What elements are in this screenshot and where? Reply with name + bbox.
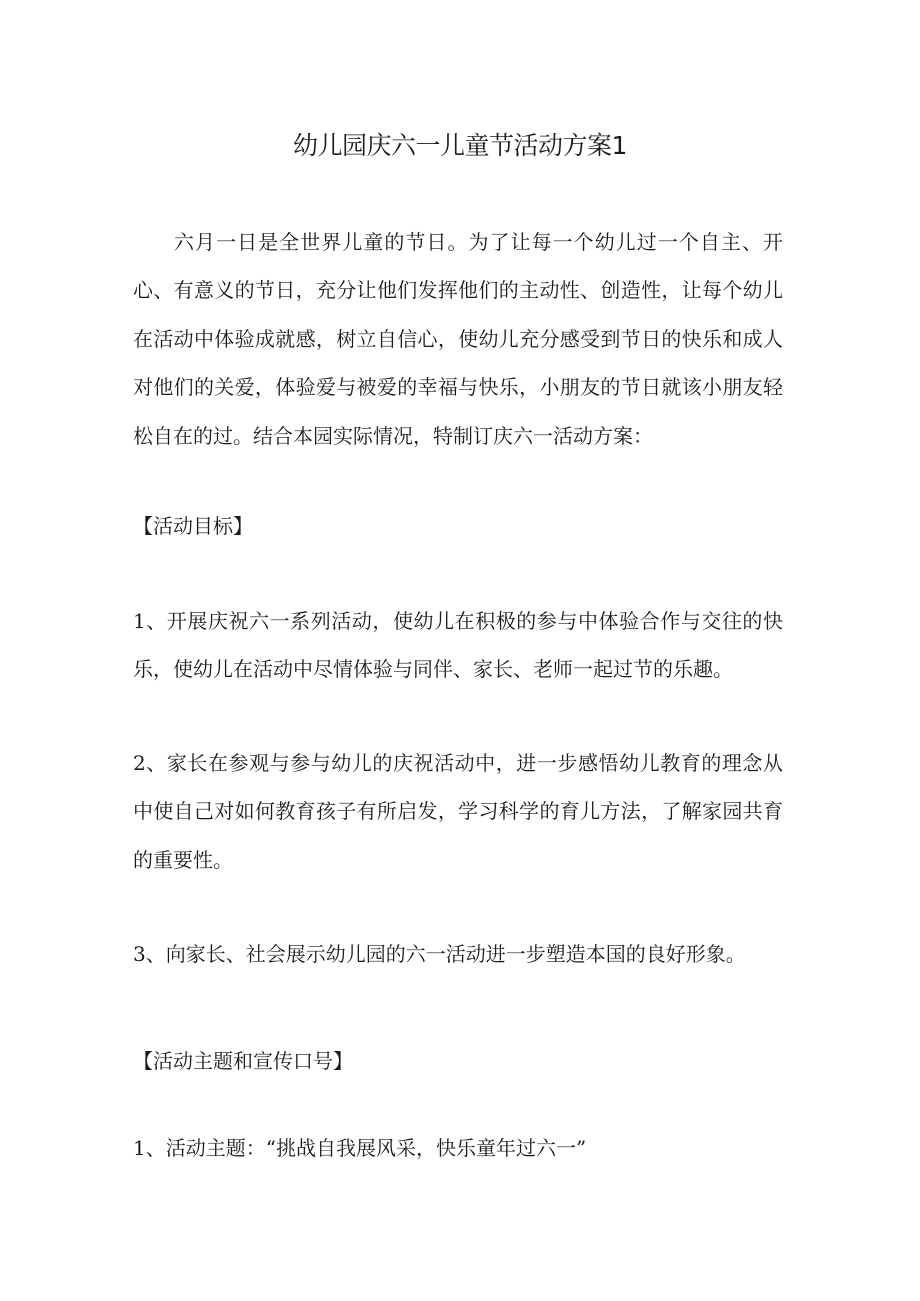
goal-item: 2、家长在参观与参与幼儿的庆祝活动中，进一步感悟幼儿教育的理念从中使自己对如何教育孩子有所启发，学习科学的育儿方法，了解家园共育的重要性。 <box>133 751 783 872</box>
goal-item: 3、向家长、社会展示幼儿园的六一活动进一步塑造本国的良好形象。 <box>133 942 746 966</box>
theme-heading: 【活动主题和宣传口号】 <box>133 1049 353 1073</box>
goal-item: 1、开展庆祝六一系列活动，使幼儿在积极的参与中体验合作与交往的快乐，使幼儿在活动中尽情体验与同伴、家长、老师一起过节的乐趣。 <box>133 609 783 682</box>
intro-paragraph: 六月一日是全世界儿童的节日。为了让每一个幼儿过一个自主、开心、有意义的节日，充分让他们发挥他们的主动性、创造性，让每个幼儿在活动中体验成就感，树立自信心，使幼儿充分感受到节日的快乐和成人对他们的关爱，体验爱与被爱的幸福与快乐，小朋友的节日就该小朋友轻松自在的过。结合本园实际情况，特制订庆六一活动方案： <box>133 230 783 448</box>
document-title: 幼儿园庆六一儿童节活动方案1 <box>293 131 627 160</box>
theme-item: 1、活动主题：“挑战自我展风采，快乐童年过六一” <box>133 1136 587 1160</box>
goals-heading: 【活动目标】 <box>133 514 253 538</box>
